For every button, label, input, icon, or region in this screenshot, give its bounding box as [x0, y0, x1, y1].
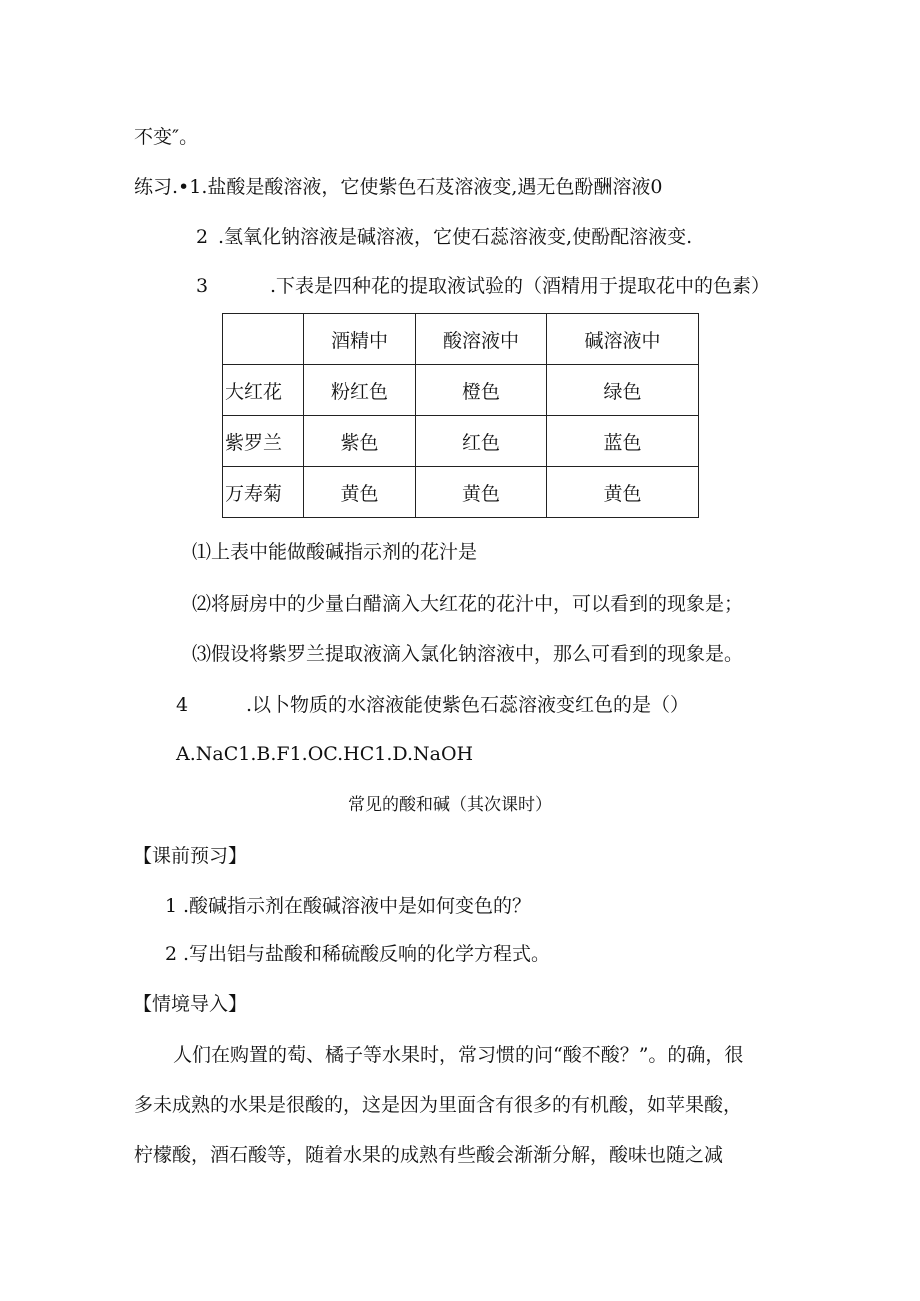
preview-item-2-text: .写出铝与盐酸和稀硫酸反响的化学方程式。 [183, 943, 551, 965]
table-header-cell [223, 314, 304, 365]
preview-item-2-number: 2 [165, 943, 178, 965]
table-cell: 黄色 [416, 467, 547, 518]
table-header-row [223, 314, 699, 365]
exercise-sub-question-2: ⑵将厨房中的少量白醋滴入大红花的花汁中，可以看到的现象是； [192, 593, 744, 615]
exercise-q3-number: 3 [196, 275, 209, 297]
table-cell: 黄色 [304, 467, 416, 518]
table-header-cell: 碱溶液中 [547, 314, 699, 365]
exercise-sub-question-3: ⑶假设将紫罗兰提取液滴入氯化钠溶液中，那么可看到的现象是。 [192, 643, 744, 665]
exercise-q4-number: 4 [176, 694, 189, 716]
exercise-sub-question-1: ⑴上表中能做酸碱指示剂的花汁是 [192, 541, 478, 563]
table-row [223, 467, 699, 518]
exercise-q2-text: .氢氧化钠溶液是碱溶液，它使石蕊溶液变,使酚配溶液变. [218, 226, 693, 248]
exercise-q2-number: 2 [196, 226, 209, 248]
table-row [223, 365, 699, 416]
preview-item-1-number: 1 [165, 895, 178, 917]
table-row [223, 416, 699, 467]
preview-heading: 【课前预习】 [133, 845, 248, 867]
table-row-label: 大红花 [223, 365, 304, 416]
table-cell: 黄色 [547, 467, 699, 518]
table-row-label: 紫罗兰 [223, 416, 304, 467]
table-header-cell: 酒精中 [304, 314, 416, 365]
table-cell: 紫色 [304, 416, 416, 467]
context-paragraph-line-3: 柠檬酸，酒石酸等，随着水果的成熟有些酸会渐渐分解，酸味也随之减 [134, 1144, 724, 1166]
table-row-label: 万寿菊 [223, 467, 304, 518]
context-paragraph-line-1: 人们在购置的萄、橘子等水果时，常习惯的问“酸不酸？”。的确，很 [173, 1044, 744, 1066]
table-cell: 绿色 [547, 365, 699, 416]
exercise-q1 [134, 174, 663, 200]
exercise-label: 练习.•1. [134, 176, 208, 198]
table-cell: 蓝色 [547, 416, 699, 467]
exercise-q1-text: 盐酸是酸溶液，它使紫色石芨溶液变,遇无色酚酬溶液0 [207, 176, 663, 198]
exercise-q3-text: .下表是四种花的提取液试验的（酒精用于提取花中的色素） [270, 275, 771, 297]
context-paragraph-line-2: 多未成熟的水果是很酸的，这是因为里面含有很多的有机酸，如苹果酸， [134, 1094, 743, 1116]
section-title: 常见的酸和碱（其次课时） [348, 795, 552, 815]
table-cell: 橙色 [416, 365, 547, 416]
table-cell: 粉红色 [304, 365, 416, 416]
exercise-q4-text: .以卜物质的水溶液能使紫色石蕊溶液变红色的是（） [246, 694, 690, 716]
intro-tail: 不变″。 [134, 126, 199, 148]
table-header-cell: 酸溶液中 [416, 314, 547, 365]
flower-extract-table [222, 313, 699, 518]
context-heading: 【情境导入】 [133, 993, 248, 1015]
preview-item-1-text: .酸碱指示剂在酸碱溶液中是如何变色的？ [183, 895, 532, 917]
table-cell: 红色 [416, 416, 547, 467]
exercise-q4-options: A.NaC1.B.F1.OC.HC1.D.NaOH [176, 743, 474, 765]
